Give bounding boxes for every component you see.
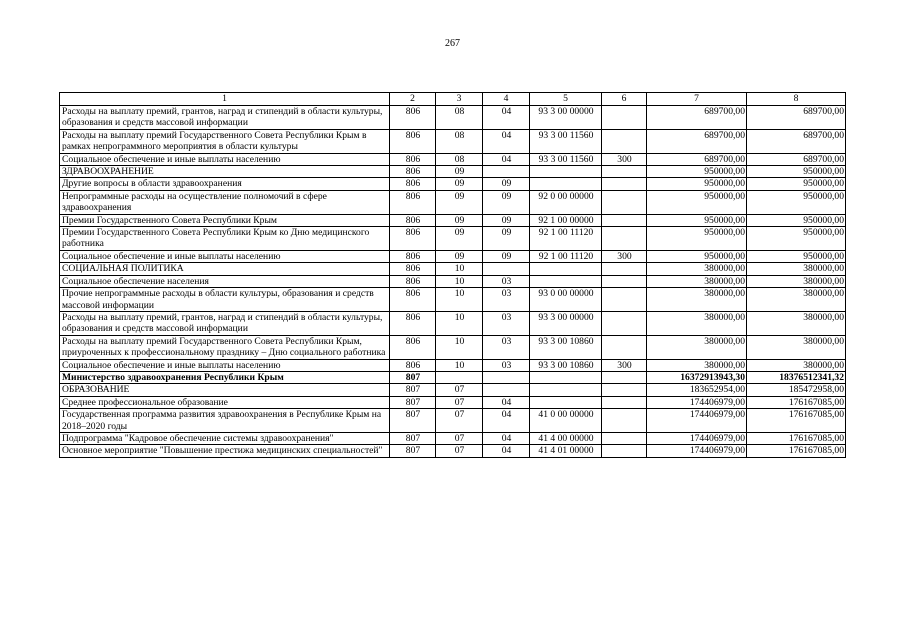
cell-code-5 — [530, 178, 602, 190]
cell-code-5: 92 0 00 00000 — [530, 190, 602, 214]
cell-code-4 — [483, 263, 530, 275]
table-row — [60, 445, 846, 457]
table-row — [60, 311, 846, 335]
cell-amount-8: 380000,00 — [747, 263, 846, 275]
cell-code-4: 04 — [483, 396, 530, 408]
cell-code-6 — [602, 288, 647, 312]
table-row — [60, 153, 846, 165]
table-row — [60, 263, 846, 275]
cell-code-2: 806 — [390, 190, 436, 214]
cell-code-5: 41 4 01 00000 — [530, 445, 602, 457]
cell-code-6 — [602, 178, 647, 190]
table-row — [60, 250, 846, 262]
cell-code-3: 10 — [436, 288, 483, 312]
cell-code-3: 10 — [436, 359, 483, 371]
cell-code-4 — [483, 371, 530, 383]
cell-code-4: 04 — [483, 106, 530, 130]
cell-code-5 — [530, 396, 602, 408]
row-label: Расходы на выплату премий Государственного Совета Республики Крым, приуроченных к профессиональному празднику – Дню социального работника — [60, 335, 390, 359]
table-row — [60, 432, 846, 444]
cell-amount-8: 176167085,00 — [747, 409, 846, 433]
cell-code-5: 93 3 00 00000 — [530, 106, 602, 130]
table-row — [60, 384, 846, 396]
cell-code-6 — [602, 371, 647, 383]
cell-code-3: 07 — [436, 432, 483, 444]
table-row — [60, 288, 846, 312]
cell-code-3: 08 — [436, 153, 483, 165]
cell-code-2: 806 — [390, 129, 436, 153]
row-label: Подпрограмма "Кадровое обеспечение системы здравоохранения" — [60, 432, 390, 444]
cell-amount-7: 380000,00 — [647, 311, 747, 335]
table-row — [60, 106, 846, 130]
cell-amount-8: 176167085,00 — [747, 445, 846, 457]
cell-code-4 — [483, 384, 530, 396]
table-row — [60, 190, 846, 214]
cell-code-6 — [602, 384, 647, 396]
row-label: Социальное обеспечение населения — [60, 275, 390, 287]
row-label: Расходы на выплату премий, грантов, наград и стипендий в области культуры, образования и средств массовой информации — [60, 311, 390, 335]
row-label: Расходы на выплату премий, грантов, наград и стипендий в области культуры, образования и средств массовой информации — [60, 106, 390, 130]
cell-code-4: 09 — [483, 214, 530, 226]
cell-amount-7: 950000,00 — [647, 178, 747, 190]
cell-code-5: 93 3 00 11560 — [530, 129, 602, 153]
cell-amount-7: 689700,00 — [647, 129, 747, 153]
header-row — [60, 93, 846, 106]
cell-code-6 — [602, 409, 647, 433]
cell-code-5: 93 3 00 11560 — [530, 153, 602, 165]
cell-code-4: 04 — [483, 129, 530, 153]
cell-code-2: 807 — [390, 432, 436, 444]
cell-amount-7: 174406979,00 — [647, 409, 747, 433]
cell-code-5: 41 4 00 00000 — [530, 432, 602, 444]
column-header: 3 — [436, 93, 483, 106]
cell-code-5 — [530, 275, 602, 287]
cell-amount-7: 174406979,00 — [647, 396, 747, 408]
table-row — [60, 396, 846, 408]
cell-code-2: 806 — [390, 106, 436, 130]
cell-code-4: 09 — [483, 227, 530, 251]
cell-amount-8: 380000,00 — [747, 359, 846, 371]
cell-amount-8: 176167085,00 — [747, 432, 846, 444]
cell-code-6 — [602, 311, 647, 335]
row-label: Непрограммные расходы на осуществление полномочий в сфере здравоохранения — [60, 190, 390, 214]
cell-amount-8: 950000,00 — [747, 227, 846, 251]
cell-code-4: 03 — [483, 359, 530, 371]
cell-code-4: 03 — [483, 275, 530, 287]
cell-code-2: 806 — [390, 227, 436, 251]
cell-amount-8: 380000,00 — [747, 311, 846, 335]
cell-code-3: 07 — [436, 396, 483, 408]
page-number: 267 — [445, 38, 460, 49]
cell-amount-8: 176167085,00 — [747, 396, 846, 408]
budget-table — [59, 92, 846, 458]
cell-code-3 — [436, 371, 483, 383]
table-row — [60, 227, 846, 251]
cell-code-2: 806 — [390, 250, 436, 262]
cell-code-5: 93 3 00 00000 — [530, 311, 602, 335]
cell-code-4: 04 — [483, 445, 530, 457]
row-label: Основное мероприятие "Повышение престижа медицинских специальностей" — [60, 445, 390, 457]
row-label: Премии Государственного Совета Республики Крым ко Дню медицинского работника — [60, 227, 390, 251]
table-row — [60, 359, 846, 371]
cell-code-6 — [602, 214, 647, 226]
cell-code-6 — [602, 227, 647, 251]
cell-code-2: 806 — [390, 214, 436, 226]
cell-amount-8: 950000,00 — [747, 178, 846, 190]
cell-code-3: 10 — [436, 311, 483, 335]
cell-amount-7: 689700,00 — [647, 106, 747, 130]
cell-code-3: 09 — [436, 178, 483, 190]
cell-code-4: 03 — [483, 335, 530, 359]
cell-code-4: 04 — [483, 409, 530, 433]
cell-amount-7: 950000,00 — [647, 250, 747, 262]
cell-code-5: 93 3 00 10860 — [530, 335, 602, 359]
cell-amount-7: 380000,00 — [647, 335, 747, 359]
cell-code-6 — [602, 190, 647, 214]
cell-code-5 — [530, 371, 602, 383]
cell-code-6: 300 — [602, 153, 647, 165]
cell-code-2: 806 — [390, 153, 436, 165]
cell-amount-7: 689700,00 — [647, 153, 747, 165]
cell-code-3: 10 — [436, 335, 483, 359]
cell-code-6 — [602, 275, 647, 287]
cell-amount-7: 183652954,00 — [647, 384, 747, 396]
cell-code-4: 04 — [483, 432, 530, 444]
cell-code-5: 92 1 00 11120 — [530, 227, 602, 251]
cell-amount-7: 174406979,00 — [647, 432, 747, 444]
cell-code-2: 806 — [390, 178, 436, 190]
cell-code-5: 41 0 00 00000 — [530, 409, 602, 433]
cell-code-3: 10 — [436, 275, 483, 287]
cell-code-3: 09 — [436, 227, 483, 251]
cell-code-2: 806 — [390, 335, 436, 359]
cell-code-3: 07 — [436, 409, 483, 433]
cell-code-4: 09 — [483, 250, 530, 262]
row-label: ЗДРАВООХРАНЕНИЕ — [60, 166, 390, 178]
row-label: Государственная программа развития здравоохранения в Республике Крым на 2018–2020 годы — [60, 409, 390, 433]
row-label: Прочие непрограммные расходы в области культуры, образования и средств массовой информации — [60, 288, 390, 312]
cell-code-4 — [483, 166, 530, 178]
table-row — [60, 371, 846, 383]
cell-code-4: 09 — [483, 178, 530, 190]
cell-code-5: 92 1 00 00000 — [530, 214, 602, 226]
cell-code-2: 806 — [390, 275, 436, 287]
row-label: ОБРАЗОВАНИЕ — [60, 384, 390, 396]
cell-amount-8: 380000,00 — [747, 335, 846, 359]
cell-code-2: 806 — [390, 166, 436, 178]
table-row — [60, 178, 846, 190]
row-label: Премии Государственного Совета Республики Крым — [60, 214, 390, 226]
cell-code-6 — [602, 432, 647, 444]
cell-code-2: 806 — [390, 359, 436, 371]
cell-code-6 — [602, 129, 647, 153]
cell-amount-7: 380000,00 — [647, 359, 747, 371]
cell-amount-8: 950000,00 — [747, 250, 846, 262]
cell-code-6 — [602, 335, 647, 359]
cell-code-3: 09 — [436, 214, 483, 226]
table-row — [60, 214, 846, 226]
cell-amount-8: 950000,00 — [747, 214, 846, 226]
row-label: Среднее профессиональное образование — [60, 396, 390, 408]
cell-code-5 — [530, 166, 602, 178]
cell-code-5: 92 1 00 11120 — [530, 250, 602, 262]
cell-amount-7: 380000,00 — [647, 288, 747, 312]
cell-code-6: 300 — [602, 250, 647, 262]
cell-amount-8: 185472958,00 — [747, 384, 846, 396]
table-row — [60, 275, 846, 287]
cell-code-4: 03 — [483, 311, 530, 335]
cell-amount-8: 380000,00 — [747, 275, 846, 287]
cell-code-4: 03 — [483, 288, 530, 312]
cell-code-2: 806 — [390, 288, 436, 312]
column-header: 2 — [390, 93, 436, 106]
cell-amount-7: 950000,00 — [647, 227, 747, 251]
cell-amount-8: 18376512341,32 — [747, 371, 846, 383]
row-label: Социальное обеспечение и иные выплаты населению — [60, 153, 390, 165]
column-header: 6 — [602, 93, 647, 106]
cell-code-2: 807 — [390, 371, 436, 383]
row-label: СОЦИАЛЬНАЯ ПОЛИТИКА — [60, 263, 390, 275]
cell-code-6: 300 — [602, 359, 647, 371]
cell-amount-7: 950000,00 — [647, 166, 747, 178]
cell-code-3: 10 — [436, 263, 483, 275]
column-header: 8 — [747, 93, 846, 106]
cell-code-6 — [602, 263, 647, 275]
row-label: Министерство здравоохранения Республики Крым — [60, 371, 390, 383]
cell-code-2: 806 — [390, 311, 436, 335]
table-body — [60, 106, 846, 458]
cell-amount-8: 950000,00 — [747, 166, 846, 178]
row-label: Другие вопросы в области здравоохранения — [60, 178, 390, 190]
row-label: Расходы на выплату премий Государственного Совета Республики Крым в рамках непрограммного мероприятия в области культуры — [60, 129, 390, 153]
column-header: 1 — [60, 93, 390, 106]
cell-code-4: 09 — [483, 190, 530, 214]
column-header: 4 — [483, 93, 530, 106]
cell-code-4: 04 — [483, 153, 530, 165]
cell-code-5: 93 0 00 00000 — [530, 288, 602, 312]
cell-amount-7: 16372913943,30 — [647, 371, 747, 383]
cell-code-3: 08 — [436, 106, 483, 130]
cell-amount-7: 950000,00 — [647, 190, 747, 214]
cell-amount-8: 950000,00 — [747, 190, 846, 214]
cell-code-3: 07 — [436, 445, 483, 457]
cell-amount-8: 689700,00 — [747, 153, 846, 165]
cell-code-5: 93 3 00 10860 — [530, 359, 602, 371]
column-header: 5 — [530, 93, 602, 106]
cell-code-2: 807 — [390, 409, 436, 433]
table-row — [60, 129, 846, 153]
cell-code-6 — [602, 166, 647, 178]
cell-code-3: 09 — [436, 250, 483, 262]
cell-amount-7: 380000,00 — [647, 263, 747, 275]
cell-amount-7: 174406979,00 — [647, 445, 747, 457]
cell-amount-8: 689700,00 — [747, 106, 846, 130]
cell-amount-7: 380000,00 — [647, 275, 747, 287]
cell-amount-8: 689700,00 — [747, 129, 846, 153]
cell-code-2: 807 — [390, 445, 436, 457]
cell-code-3: 08 — [436, 129, 483, 153]
cell-code-6 — [602, 445, 647, 457]
cell-code-6 — [602, 396, 647, 408]
cell-code-5 — [530, 263, 602, 275]
column-header: 7 — [647, 93, 747, 106]
cell-code-3: 07 — [436, 384, 483, 396]
cell-amount-8: 380000,00 — [747, 288, 846, 312]
cell-code-2: 807 — [390, 396, 436, 408]
cell-code-6 — [602, 106, 647, 130]
cell-amount-7: 950000,00 — [647, 214, 747, 226]
row-label: Социальное обеспечение и иные выплаты населению — [60, 250, 390, 262]
cell-code-2: 806 — [390, 263, 436, 275]
cell-code-3: 09 — [436, 190, 483, 214]
row-label: Социальное обеспечение и иные выплаты населению — [60, 359, 390, 371]
cell-code-2: 807 — [390, 384, 436, 396]
table-row — [60, 166, 846, 178]
table-row — [60, 335, 846, 359]
cell-code-5 — [530, 384, 602, 396]
table-row — [60, 409, 846, 433]
cell-code-3: 09 — [436, 166, 483, 178]
